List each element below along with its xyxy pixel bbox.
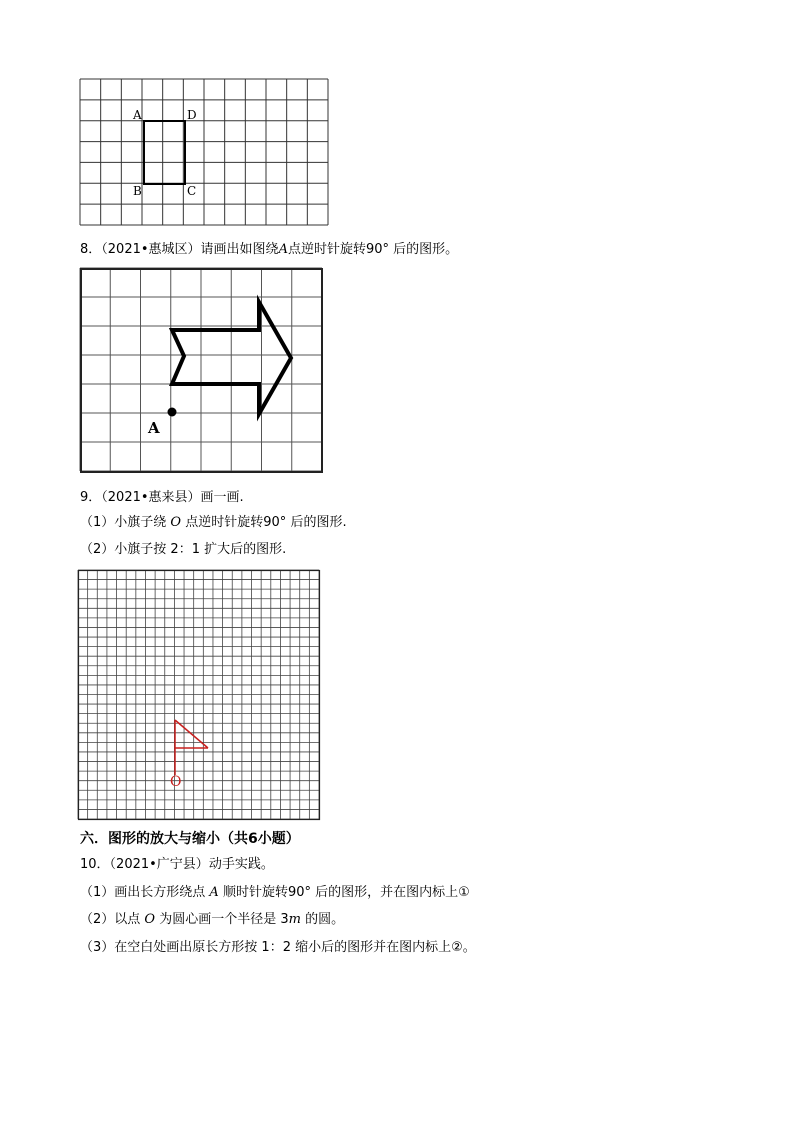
point-label: O bbox=[170, 515, 182, 530]
grid-border bbox=[79, 571, 320, 820]
question-9-part-2: （2）小旗子按 2：1 扩大后的图形. bbox=[80, 542, 287, 557]
question-source: （2021•广宁县） bbox=[109, 857, 209, 872]
point-a-dot bbox=[168, 408, 177, 417]
point-label: A bbox=[209, 885, 219, 900]
label-a: A bbox=[148, 419, 160, 437]
point-label: A bbox=[278, 242, 288, 257]
grid-lines bbox=[80, 79, 328, 225]
question-number: 9． bbox=[80, 490, 102, 505]
question-10: 10．（2021•广宁县）动手实践。 bbox=[80, 857, 274, 872]
question-source: （2021•惠来县） bbox=[101, 490, 201, 505]
label-d: D bbox=[187, 108, 197, 122]
question-9-part-1: （1）小旗子绕 O 点逆时针旋转90° 后的图形. bbox=[80, 515, 347, 530]
rectangle-grid-figure bbox=[80, 79, 330, 227]
label-o: O bbox=[170, 774, 182, 790]
arrow-grid-figure bbox=[80, 268, 324, 473]
question-source: （2021•惠城区） bbox=[101, 242, 201, 257]
question-8: 8．（2021•惠城区）请画出如图绕A点逆时针旋转90° 后的图形。 bbox=[80, 242, 459, 257]
label-a: A bbox=[133, 108, 142, 122]
question-number: 8． bbox=[80, 242, 102, 257]
question-9: 9．（2021•惠来县）画一画. bbox=[80, 490, 244, 505]
label-c: C bbox=[187, 184, 197, 198]
point-label: O bbox=[144, 912, 156, 927]
rectangle-abcd bbox=[144, 121, 185, 184]
label-b: B bbox=[133, 184, 142, 198]
question-10-part-1: （1）画出长方形绕点 A 顺时针旋转90° 后的图形，并在图内标上① bbox=[80, 885, 470, 900]
question-number: 10． bbox=[80, 857, 110, 872]
grid-lines bbox=[78, 570, 319, 819]
arrow-path bbox=[172, 300, 260, 329]
section-6-heading: 六．图形的放大与缩小（共6小题） bbox=[80, 831, 300, 847]
question-10-part-3: （3）在空白处画出原长方形按 1：2 缩小后的图形并在图内标上②。 bbox=[80, 940, 476, 955]
flag-grid-figure bbox=[78, 570, 320, 820]
question-10-part-2: （2）以点 O 为圆心画一个半径是 3m 的圆。 bbox=[80, 912, 345, 927]
